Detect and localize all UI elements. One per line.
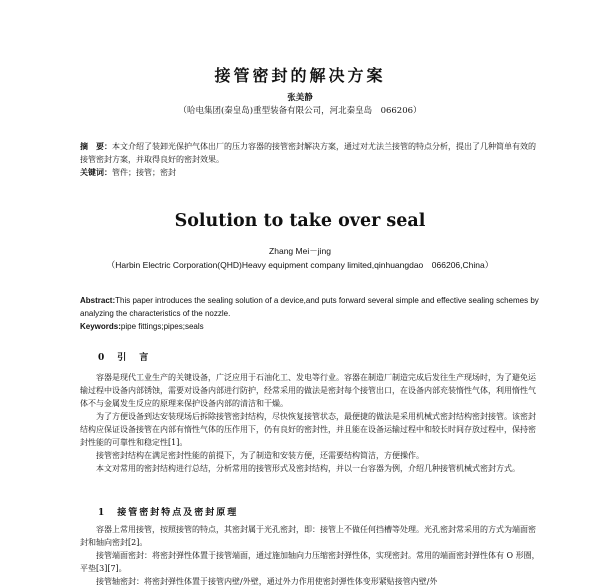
keywords-en-text: pipe fittings;pipes;seals — [120, 322, 204, 331]
keywords-en-label: Keywords: — [80, 322, 121, 331]
abstract-en-text: This paper introduces the sealing solution of a device,and puts forward several simple and effective sealing schemes by analyzing the characteristics of the nozzle. — [80, 296, 539, 318]
paragraph: 为了方便设备到达安装现场后拆除接管密封结构，尽快恢复接管状态，最便捷的做法是采用机械式密封结构密封接管。该密封结构应保证设备接管在内部有惰性气体的压作用下，仍有良好的密封性，并且能在设备运输过程中和较长时间存放过程中，保持密封性能的可靠性和稳定性[1]。 — [80, 412, 536, 447]
section-body-introduction — [80, 371, 540, 475]
abstract-en-label: Abstract: — [80, 296, 116, 305]
paper-title-en: Solution to take over seal — [174, 211, 426, 231]
affiliation-cn: （哈电集团(秦皇岛)重型装备有限公司，河北秦皇岛 066206） — [178, 106, 422, 116]
keywords-en — [80, 320, 540, 333]
paragraph: 接管密封结构在满足密封性能的前提下，为了制造和安装方便，还需要结构简洁，方便操作。 — [96, 451, 424, 460]
section-heading-introduction: 0 引 言 — [98, 353, 151, 363]
abstract-cn — [80, 140, 540, 166]
section-body-seal-principle — [80, 523, 540, 588]
keywords-cn — [80, 166, 540, 179]
keywords-cn-text: 管件；接管；密封 — [112, 168, 176, 177]
paper-title-cn: 接管密封的解决方案 — [214, 66, 386, 85]
paragraph: 本文对常用的密封结构进行总结，分析常用的接管形式及密封结构，并以一台容器为例，介绍几种接管机械式密封方式。 — [96, 464, 520, 473]
paragraph: 接管轴密封：将密封弹性体置于接管内壁/外壁，通过外力作用使密封弹性体变形紧贴接管内壁/外 — [96, 577, 438, 586]
abstract-en — [80, 294, 540, 320]
paragraph: 容器上常用接管，按照接管的特点，其密封属于光孔密封，即：接管上不做任何挡槽等处理。光孔密封常采用的方式为端面密封和轴向密封[2]。 — [80, 525, 536, 547]
author-cn: 张美静 — [287, 93, 313, 103]
section-heading-seal-principle: 1 接管密封特点及密封原理 — [98, 508, 239, 518]
paragraph: 接管端面密封：将密封弹性体置于接管端面，通过施加轴向力压缩密封弹性体，实现密封。常用的端面密封弹性体有 O 形圈，平垫[3][7]。 — [80, 551, 540, 573]
abstract-cn-text: 本文介绍了装卸光保护气体出厂的压力容器的接管密封解决方案，通过对尤法兰接管的特点分析，提出了几种简单有效的接管密封方案，并取得良好的密封效果。 — [80, 142, 536, 164]
keywords-cn-label: 关键词： — [80, 167, 112, 177]
author-en: Zhang Mei－jing — [269, 246, 331, 256]
paragraph: 容器是现代工业生产的关键设备，广泛应用于石油化工、发电等行业。容器在制造厂制造完成后发往生产现场时，为了避免运输过程中设备内部锈蚀，需要对设备内部进行防护，经常采用的做法是密封每个接管出口，在设备内部充装惰性气体，利用惰性气体不与金属发生反应的原理来保护设备内部的清洁和干燥。 — [80, 373, 536, 408]
affiliation-en: （Harbin Electric Corporation(QHD)Heavy equipment company limited,qinhuangdao 066206,China） — [106, 260, 494, 270]
abstract-cn-label: 摘 要： — [80, 141, 112, 151]
